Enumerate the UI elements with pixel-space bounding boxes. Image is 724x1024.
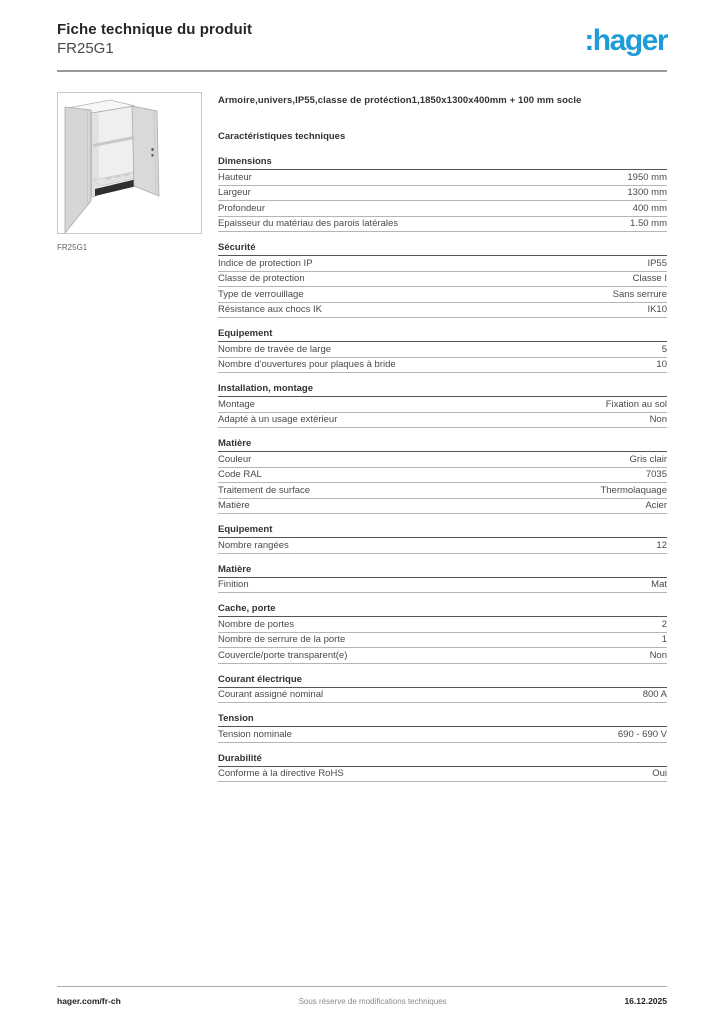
spec-section — [218, 327, 667, 373]
spec-value: 10 — [656, 359, 667, 370]
spec-section-title: Equipement — [218, 523, 667, 538]
spec-value: 1300 mm — [627, 187, 667, 198]
spec-section — [218, 241, 667, 318]
spec-label: Profondeur — [218, 202, 266, 214]
spec-label: Epaisseur du matériau des parois latérales — [218, 218, 399, 229]
spec-section — [218, 602, 667, 664]
hager-logo: :hager — [584, 24, 667, 57]
spec-section-title: Cache, porte — [218, 602, 667, 617]
spec-row — [218, 499, 667, 515]
spec-value: 690 - 690 V — [617, 728, 667, 740]
spec-label: Hauteur — [218, 171, 252, 183]
characteristics-title: Caractéristiques techniques — [218, 131, 346, 142]
spec-value: Fixation au sol — [605, 398, 667, 410]
spec-label: Tension nominale — [218, 728, 292, 740]
spec-section-title: Equipement — [218, 327, 667, 342]
spec-row — [218, 201, 667, 217]
footer-disclaimer: Sous réserve de modifications techniques — [298, 997, 447, 1006]
spec-row — [218, 617, 667, 633]
spec-value: 5 — [661, 343, 667, 355]
spec-value: 7035 — [645, 469, 667, 480]
spec-label: Traitement de surface — [218, 484, 311, 496]
spec-section-title: Installation, montage — [218, 382, 667, 397]
spec-value: IK10 — [647, 304, 667, 315]
footer-date: 16.12.2025 — [624, 996, 667, 1006]
spec-section — [218, 155, 667, 232]
spec-value: 2 — [661, 618, 667, 630]
spec-value: 12 — [656, 539, 667, 551]
spec-row — [218, 170, 667, 186]
spec-row — [218, 358, 667, 374]
spec-value: Gris clair — [629, 453, 667, 465]
spec-label: Matière — [218, 500, 250, 511]
spec-row — [218, 217, 667, 233]
spec-label: Couleur — [218, 453, 252, 465]
spec-row — [218, 342, 667, 358]
spec-value: IP55 — [647, 257, 667, 269]
product-code: FR25G1 — [57, 40, 114, 57]
spec-label: Nombre rangées — [218, 539, 289, 551]
spec-label: Type de verrouillage — [218, 288, 304, 300]
spec-value: 400 mm — [632, 202, 667, 214]
spec-value: Acier — [645, 500, 667, 511]
spec-section — [218, 752, 667, 783]
spec-label: Nombre d'ouvertures pour plaques à bride — [218, 359, 396, 370]
spec-section-title: Courant électrique — [218, 673, 667, 688]
spec-label: Nombre de travée de large — [218, 343, 332, 355]
cabinet-illustration — [58, 93, 201, 233]
product-image-frame — [57, 92, 202, 234]
spec-row — [218, 688, 667, 704]
spec-section — [218, 437, 667, 514]
spec-value: Oui — [652, 768, 667, 779]
spec-label: Résistance aux chocs IK — [218, 304, 323, 315]
spec-row — [218, 633, 667, 649]
footer — [57, 996, 667, 1006]
spec-row — [218, 767, 667, 783]
product-description: Armoire,univers,IP55,classe de protéction1,1850x1300x400mm + 100 mm socle — [218, 95, 582, 106]
spec-section-title: Durabilité — [218, 752, 667, 767]
spec-value: Non — [649, 649, 667, 661]
spec-value: 1 — [661, 634, 667, 645]
footer-website: hager.com/fr-ch — [57, 996, 121, 1006]
spec-row — [218, 397, 667, 413]
spec-label: Nombre de portes — [218, 618, 295, 630]
spec-value: Thermolaquage — [600, 484, 667, 496]
spec-column — [218, 95, 667, 791]
spec-value: 1950 mm — [627, 171, 667, 183]
spec-row — [218, 578, 667, 594]
spec-row — [218, 413, 667, 429]
spec-label: Courant assigné nominal — [218, 689, 324, 700]
spec-section-title: Matière — [218, 563, 667, 578]
spec-label: Montage — [218, 398, 255, 410]
spec-value: Non — [649, 414, 667, 425]
spec-row — [218, 648, 667, 664]
spec-row — [218, 483, 667, 499]
spec-value: 800 A — [642, 689, 667, 700]
spec-value: 1.50 mm — [630, 218, 667, 229]
product-image-caption: FR25G1 — [57, 243, 88, 252]
spec-label: Largeur — [218, 187, 251, 198]
spec-section — [218, 382, 667, 428]
spec-section-title: Sécurité — [218, 241, 667, 256]
spec-row — [218, 186, 667, 202]
spec-row — [218, 287, 667, 303]
footer-divider — [57, 986, 667, 987]
spec-value: Mat — [651, 579, 667, 590]
spec-section-title: Tension — [218, 712, 667, 727]
spec-value: Sans serrure — [612, 288, 667, 300]
spec-row — [218, 538, 667, 554]
spec-row — [218, 727, 667, 743]
spec-row — [218, 468, 667, 484]
spec-label: Adapté à un usage extérieur — [218, 414, 338, 425]
spec-label: Code RAL — [218, 469, 262, 480]
page-title: Fiche technique du produit — [57, 21, 253, 38]
spec-section — [218, 523, 667, 554]
header-divider — [57, 70, 667, 72]
spec-label: Conforme à la directive RoHS — [218, 768, 344, 779]
spec-label: Classe de protection — [218, 273, 305, 284]
spec-label: Couvercle/porte transparent(e) — [218, 649, 348, 661]
spec-row — [218, 256, 667, 272]
spec-section-title: Dimensions — [218, 155, 667, 170]
spec-sections — [218, 155, 667, 782]
spec-label: Nombre de serrure de la porte — [218, 634, 346, 645]
spec-section — [218, 563, 667, 594]
spec-label: Finition — [218, 579, 249, 590]
spec-row — [218, 272, 667, 288]
spec-row — [218, 303, 667, 319]
spec-section — [218, 712, 667, 743]
spec-row — [218, 452, 667, 468]
spec-section-title: Matière — [218, 437, 667, 452]
spec-value: Classe I — [632, 273, 667, 284]
spec-label: Indice de protection IP — [218, 257, 313, 269]
spec-section — [218, 673, 667, 704]
